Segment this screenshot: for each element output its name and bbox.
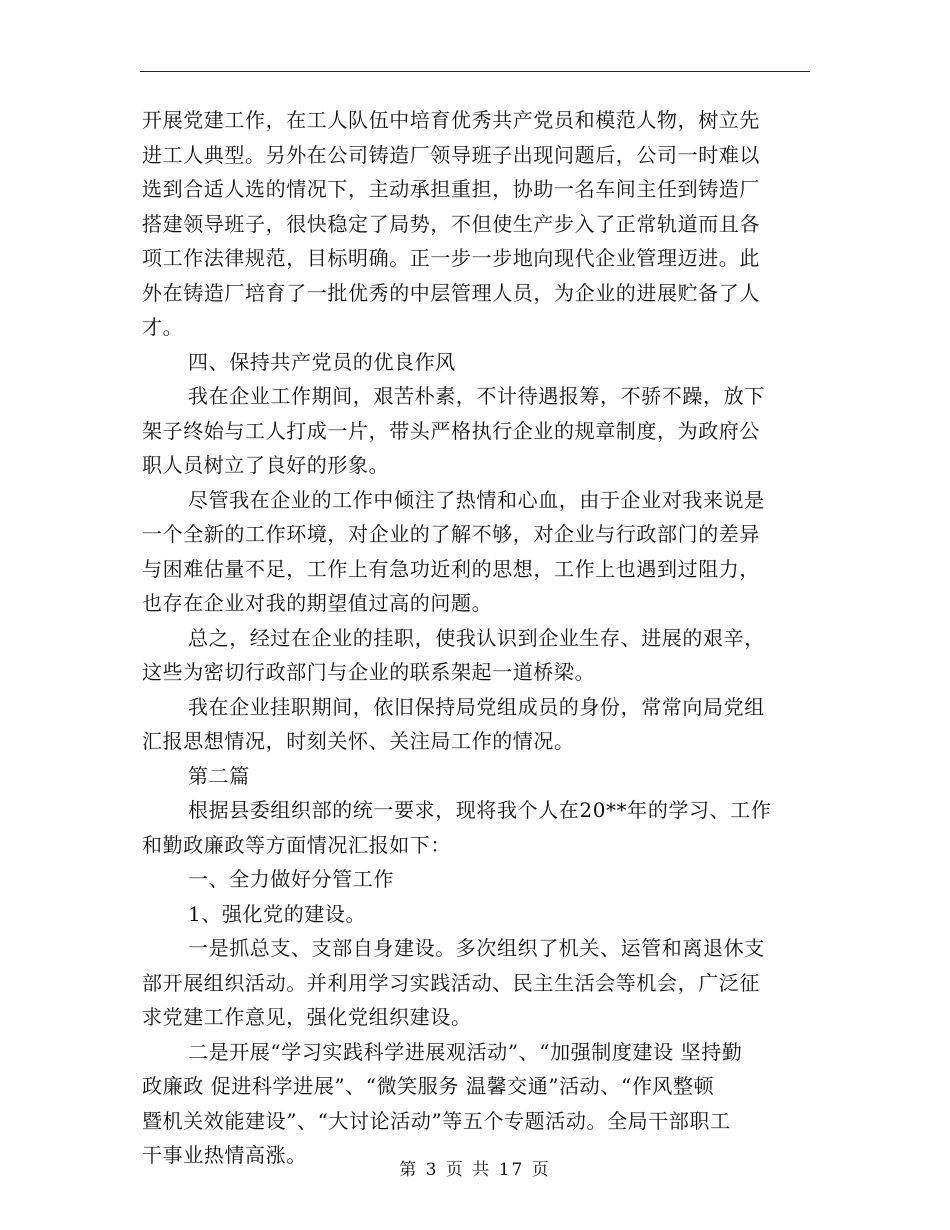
text-line: 架子终始与工人打成一片，带头严格执行企业的规章制度，为政府公 — [142, 418, 760, 443]
page-footer: 第 3 页 共 17 页 — [399, 1160, 551, 1180]
text-line: 政廉政 促进科学进展”、“微笑服务 温馨交通”活动、“作风整顿 — [142, 1074, 715, 1098]
text-line: 开展党建工作，在工人队伍中培育优秀共产党员和模范人物，树立先 — [142, 108, 760, 132]
text-line: 和勤政廉政等方面情况汇报如下： — [142, 832, 451, 857]
text-line: 职人员树立了良好的形象。 — [142, 453, 390, 477]
text-line: 也存在企业对我的期望值过高的问题。 — [142, 591, 493, 615]
text-line: 第二篇 — [188, 763, 250, 788]
text-line: 与困难估量不足，工作上有急功近利的思想，工作上也遇到过阻力， — [142, 556, 760, 581]
text-line: 尽管我在企业的工作中倾注了热情和心血，由于企业对我来说是 — [188, 487, 765, 512]
text-line: 四、保持共产党员的优良作风 — [188, 349, 456, 374]
text-line: 二是开展“学习实践科学进展观活动”、“加强制度建设 坚持勤 — [188, 1039, 743, 1064]
text-line: 干事业热情高涨。 — [142, 1143, 307, 1167]
text-line: 我在企业挂职期间，依旧保持局党组成员的身份，常常向局党组 — [188, 694, 765, 719]
text-line: 根据县委组织部的统一要求，现将我个人在20**年的学习、工作 — [188, 798, 772, 822]
text-line: 外在铸造厂培育了一批优秀的中层管理人员，为企业的进展贮备了人 — [142, 280, 760, 305]
text-line: 一个全新的工作环境，对企业的了解不够，对企业与行政部门的差异 — [142, 522, 760, 546]
text-line: 暨机关效能建设”、“大讨论活动”等五个专题活动。全局干部职工 — [142, 1108, 731, 1133]
text-line: 部开展组织活动。并利用学习实践活动、民主生活会等机会，广泛征 — [142, 970, 760, 995]
text-line: 这些为密切行政部门与企业的联系架起一道桥梁。 — [142, 660, 596, 684]
text-line: 项工作法律规范，目标明确。正一步一步地向现代企业管理迈进。此 — [142, 246, 760, 270]
text-line: 进工人典型。另外在公司铸造厂领导班子出现问题后，公司一时难以 — [142, 142, 760, 167]
text-line: 一、全力做好分管工作 — [188, 867, 394, 891]
text-line: 1、强化党的建设。 — [188, 901, 367, 926]
text-line: 求党建工作意见，强化党组织建设。 — [142, 1005, 472, 1029]
text-line: 选到合适人选的情况下，主动承担重担，协助一名车间主任到铸造厂 — [142, 177, 760, 201]
header-rule — [140, 71, 810, 72]
text-line: 一是抓总支、支部自身建设。多次组织了机关、运管和离退休支 — [188, 936, 765, 960]
text-line: 才。 — [142, 315, 184, 339]
text-line: 搭建领导班子，很快稳定了局势，不但使生产步入了正常轨道而且各 — [142, 211, 760, 236]
text-line: 我在企业工作期间，艰苦朴素，不计待遇报筹，不骄不躁，放下 — [188, 384, 765, 408]
document-body — [142, 103, 810, 1173]
text-line: 总之，经过在企业的挂职，使我认识到企业生存、进展的艰辛， — [188, 625, 765, 650]
text-line: 汇报思想情况，时刻关怀、关注局工作的情况。 — [142, 729, 575, 753]
